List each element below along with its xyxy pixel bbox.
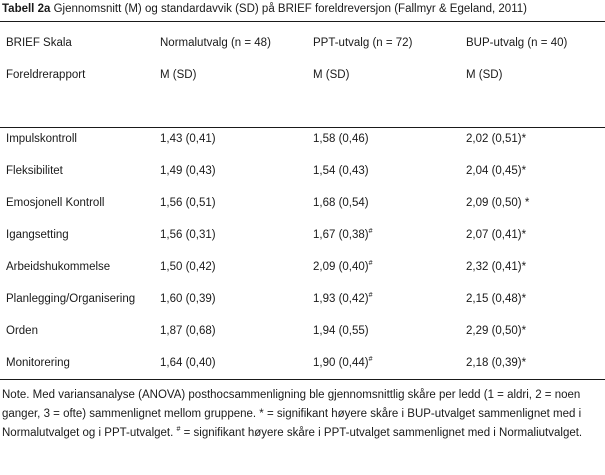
header-ppt: PPT-utvalg (n = 72) <box>313 37 413 49</box>
header-report: Foreldrerapport <box>6 69 86 81</box>
table-top-rule <box>0 21 605 22</box>
row-normal: 1,49 (0,43) <box>160 165 216 177</box>
row-scale: Orden <box>6 325 38 337</box>
row-bup: 2,29 (0,50)* <box>466 325 527 337</box>
row-ppt: 1,58 (0,46) <box>313 133 369 145</box>
table-bottom-rule <box>0 379 605 380</box>
row-scale: Monitorering <box>6 357 70 369</box>
header-bup-msd: M (SD) <box>466 69 503 81</box>
header-normal: Normalutvalg (n = 48) <box>160 37 271 49</box>
row-scale: Impulskontroll <box>6 133 77 145</box>
row-ppt: 1,54 (0,43) <box>313 165 369 177</box>
row-bup: 2,02 (0,51)* <box>466 133 527 145</box>
row-ppt: 2,09 (0,40)# <box>313 260 373 273</box>
row-ppt: 1,90 (0,44)# <box>313 356 373 369</box>
row-scale: Planlegging/Organisering <box>6 293 136 305</box>
header-ppt-msd: M (SD) <box>313 69 350 81</box>
note-mark: # <box>176 426 181 433</box>
row-bup: 2,04 (0,45)* <box>466 165 527 177</box>
header-normal-msd: M (SD) <box>160 69 197 81</box>
row-scale: Igangsetting <box>6 229 69 241</box>
row-scale: Emosjonell Kontroll <box>6 197 105 209</box>
note-text-end: = signifikant høyere skåre i PPT-utvalget sammenlignet med i Normaliutvalget. <box>180 427 583 439</box>
row-ppt: 1,94 (0,55) <box>313 325 369 337</box>
row-scale: Arbeidshukommelse <box>6 261 111 273</box>
row-bup: 2,18 (0,39)* <box>466 357 527 369</box>
row-scale: Fleksibilitet <box>6 165 63 177</box>
header-bottom-rule <box>0 127 605 128</box>
row-normal: 1,64 (0,40) <box>160 357 216 369</box>
row-ppt: 1,67 (0,38)# <box>313 228 373 241</box>
row-ppt: 1,68 (0,54) <box>313 197 369 209</box>
row-bup: 2,15 (0,48)* <box>466 293 527 305</box>
row-bup: 2,32 (0,41)* <box>466 261 527 273</box>
row-normal: 1,87 (0,68) <box>160 325 216 337</box>
row-bup: 2,09 (0,50) * <box>466 197 530 209</box>
row-normal: 1,56 (0,51) <box>160 197 216 209</box>
row-normal: 1,60 (0,39) <box>160 293 216 305</box>
table-caption-text: Gjennomsnitt (M) og standardavvik (SD) på BRIEF foreldreversjon (Fallmyr & Egeland, 2011) <box>50 3 527 15</box>
table-caption-label: Tabell 2a <box>2 3 51 15</box>
row-normal: 1,56 (0,31) <box>160 229 216 241</box>
table-caption <box>2 3 527 15</box>
table-note <box>2 386 602 443</box>
note-text: Note. Med variansanalyse (ANOVA) posthocsammenligning ble gjennomsnittlig skåre per ledd (1 = aldri, 2 = noen ganger, 3 = ofte) sammenlignet mellom gruppene. * = signifikant høyere skåre i BUP-utvalget sammenlignet med i Normalutvalget og i PPT-utvalget. <box>2 389 582 439</box>
row-bup: 2,07 (0,41)* <box>466 229 527 241</box>
row-normal: 1,43 (0,41) <box>160 133 216 145</box>
header-scale: BRIEF Skala <box>6 37 72 49</box>
row-ppt: 1,93 (0,42)# <box>313 292 373 305</box>
header-bup: BUP-utvalg (n = 40) <box>466 37 568 49</box>
row-normal: 1,50 (0,42) <box>160 261 216 273</box>
